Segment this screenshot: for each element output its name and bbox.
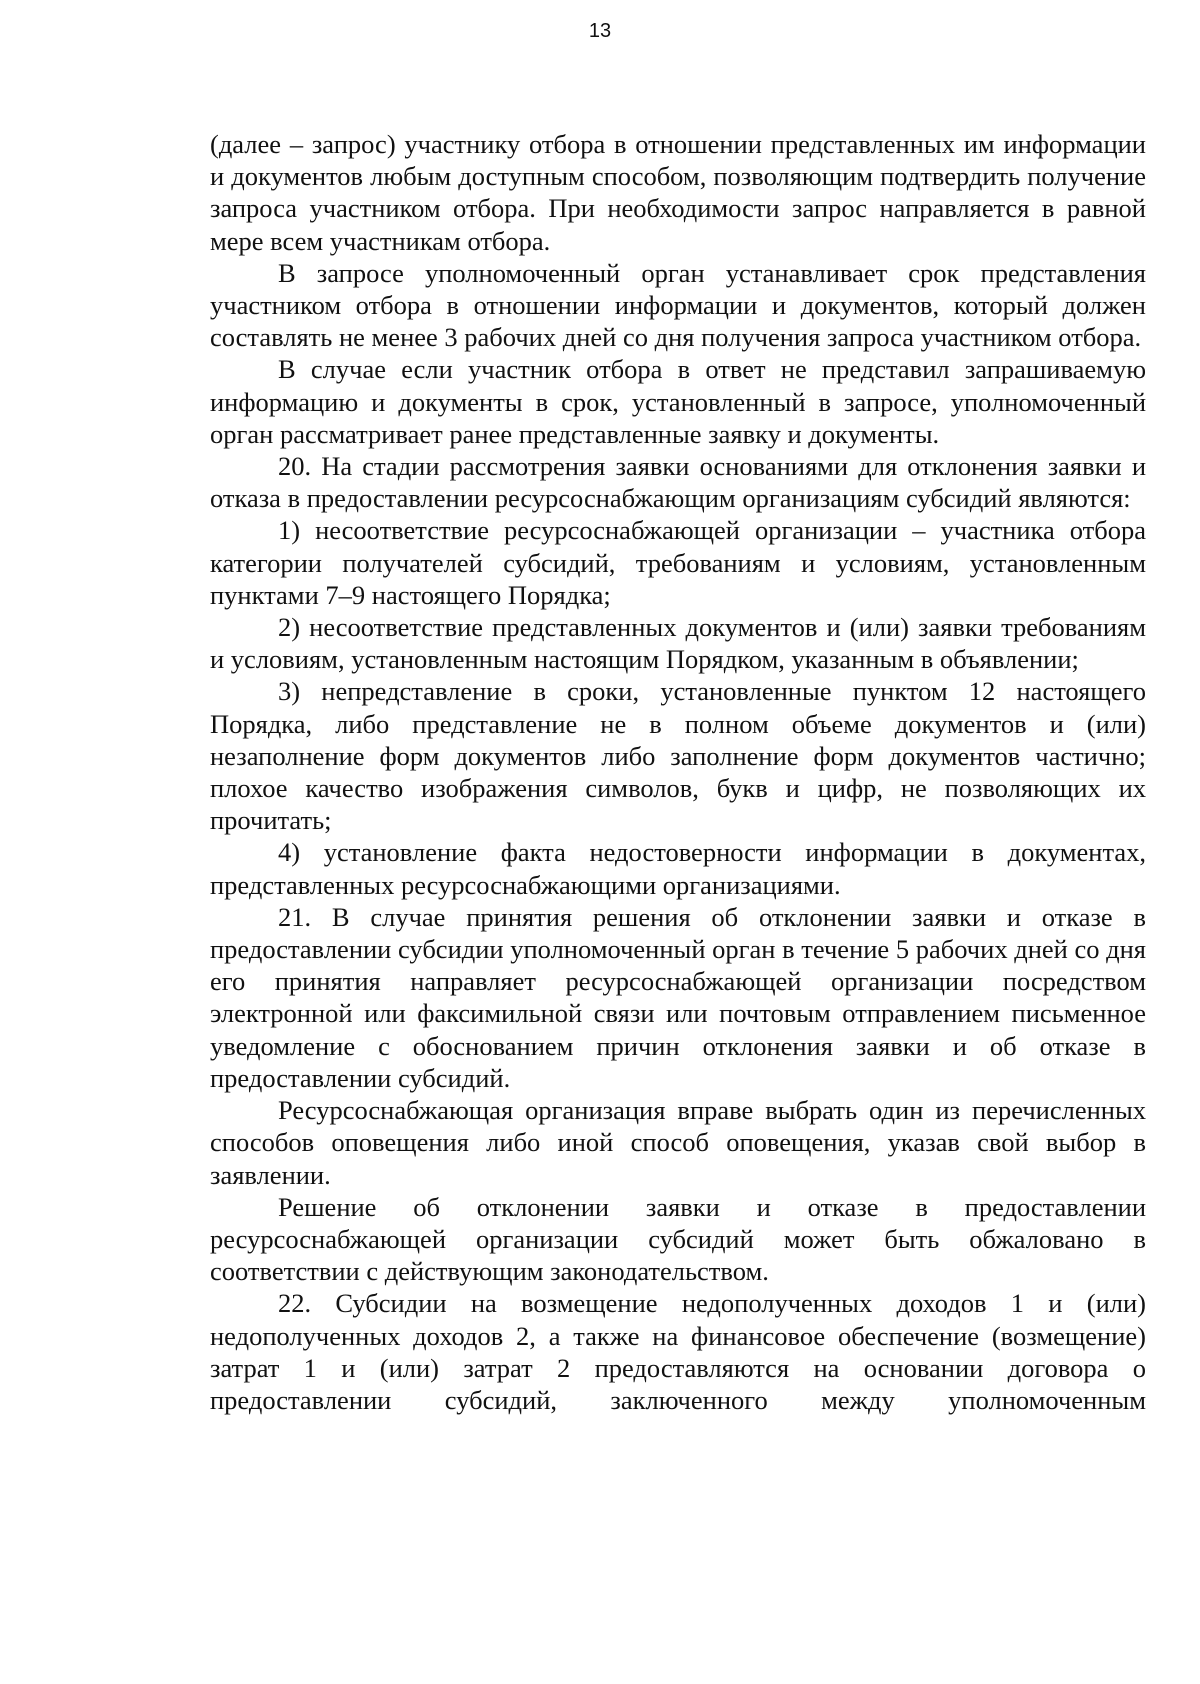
paragraph-notification-choice: Ресурсоснабжающая организация вправе выбрать один из перечисленных способов оповещения либо иной способ оповещения, указав свой выбор в заявлении. xyxy=(210,1095,1146,1190)
list-item-20-4: 4) установление факта недостоверности информации в документах, представленных ресурсоснабжающими организациями. xyxy=(210,837,1146,900)
list-item-20-1: 1) несоответствие ресурсоснабжающей организации – участника отбора категории получателей субсидий, требованиям и условиям, установленным пунктами 7–9 настоящего Порядка; xyxy=(210,515,1146,610)
paragraph-clause-20: 20. На стадии рассмотрения заявки основаниями для отклонения заявки и отказа в предоставлении ресурсоснабжающим организациям субсидий являются: xyxy=(210,451,1146,514)
paragraph-appeal: Решение об отклонении заявки и отказе в предоставлении ресурсоснабжающей организации субсидий может быть обжаловано в соответствии с действующим законодательством. xyxy=(210,1191,1146,1287)
paragraph-clause-22: 22. Субсидии на возмещение недополученных доходов 1 и (или) недополученных доходов 2, а также на финансовое обеспечение (возмещение) затрат 1 и (или) затрат 2 предоставляются на основании договора о предоставлении субсидий, заключенного между уполномоченным xyxy=(210,1288,1146,1415)
list-item-20-2: 2) несоответствие представленных документов и (или) заявки требованиям и условиям, установленным настоящим Порядком, указанным в объявлении; xyxy=(210,612,1146,675)
paragraph-request-deadline: В запросе уполномоченный орган устанавливает срок представления участником отбора в отношении информации и документов, который должен составлять не менее 3 рабочих дней со дня получения запроса участником отбора. xyxy=(210,257,1146,353)
page-number: 13 xyxy=(588,20,612,42)
document-body xyxy=(210,128,1146,1416)
list-item-20-3: 3) непредставление в сроки, установленные пунктом 12 настоящего Порядка, либо представление не в полном объеме документов и (или) незаполнение форм документов либо заполнение форм документов частично; плохое качество изображения символов, букв и цифр, не позволяющих их прочитать; xyxy=(210,676,1146,836)
paragraph-request-continuation: (далее – запрос) участнику отбора в отношении представленных им информации и документов любым доступным способом, позволяющим подтвердить получение запроса участником отбора. При необходимости запрос направляется в равной мере всем участникам отбора. xyxy=(210,129,1146,256)
paragraph-no-response: В случае если участник отбора в ответ не представил запрашиваемую информацию и документы в срок, установленный в запросе, уполномоченный орган рассматривает ранее представленные заявку и документы. xyxy=(210,354,1146,449)
paragraph-clause-21: 21. В случае принятия решения об отклонении заявки и отказе в предоставлении субсидии уполномоченный орган в течение 5 рабочих дней со дня его принятия направляет ресурсоснабжающей организации посредством электронной или факсимильной связи или почтовым отправлением письменное уведомление с обоснованием причин отклонения заявки и об отказе в предоставлении субсидий. xyxy=(210,901,1146,1093)
